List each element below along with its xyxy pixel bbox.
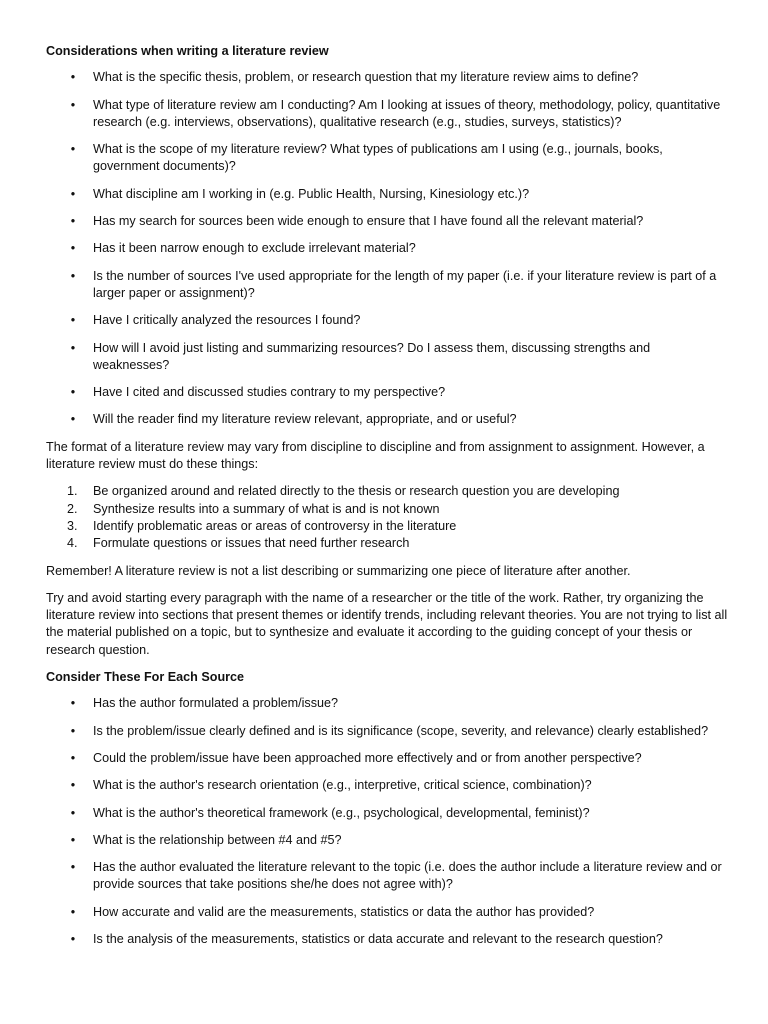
item-number: 1. <box>67 484 78 499</box>
list-item <box>46 832 728 849</box>
bullet-icon: • <box>70 186 76 201</box>
list-item <box>46 904 728 921</box>
bullet-icon: • <box>70 904 76 919</box>
bullet-icon: • <box>70 241 76 256</box>
list-item <box>46 695 728 712</box>
list-item <box>46 805 728 822</box>
list-item <box>46 411 728 428</box>
list-item-text: Could the problem/issue have been approached more effectively and or from another perspective? <box>93 750 642 765</box>
list-item-text: How will I avoid just listing and summarizing resources? Do I assess them, discussing strengths and weaknesses? <box>93 340 651 372</box>
bullet-icon: • <box>70 750 76 765</box>
paragraph-remember: Remember! A literature review is not a list describing or summarizing one piece of literature after another. <box>46 563 631 578</box>
list-item <box>46 723 728 740</box>
bullet-icon: • <box>70 142 76 157</box>
numbered-item-text: Formulate questions or issues that need further research <box>93 536 410 551</box>
numbered-item-text: Identify problematic areas or areas of controversy in the literature <box>93 518 457 533</box>
list-item <box>46 777 728 794</box>
bullet-icon: • <box>70 778 76 793</box>
list-item <box>46 931 728 948</box>
bullet-icon: • <box>70 340 76 355</box>
numbered-item-text: Be organized around and related directly to the thesis or research question you are developing <box>93 484 620 499</box>
bullet-icon: • <box>70 931 76 946</box>
list-item-text: Has it been narrow enough to exclude irrelevant material? <box>93 241 416 256</box>
item-number: 2. <box>67 501 78 516</box>
list-item <box>46 268 728 303</box>
list-item <box>46 859 728 894</box>
considerations-list <box>46 69 728 428</box>
list-item-text: Has the author formulated a problem/issue? <box>93 696 339 711</box>
bullet-icon: • <box>70 268 76 283</box>
section-heading-considerations: Considerations when writing a literature review <box>46 44 329 58</box>
list-item <box>46 213 728 230</box>
list-item-text: Will the reader find my literature review relevant, appropriate, and or useful? <box>93 412 517 427</box>
list-item <box>46 312 728 329</box>
list-item-text: What is the relationship between #4 and #5? <box>93 832 342 847</box>
list-item <box>46 141 728 176</box>
list-item <box>46 240 728 257</box>
list-item-text: How accurate and valid are the measurements, statistics or data the author has provided? <box>93 904 595 919</box>
list-item <box>46 384 728 401</box>
list-item <box>46 186 728 203</box>
list-item-text: Have I critically analyzed the resources I found? <box>93 313 361 328</box>
item-number: 4. <box>67 536 78 551</box>
bullet-icon: • <box>70 860 76 875</box>
bullet-icon: • <box>70 70 76 85</box>
paragraph-try: Try and avoid starting every paragraph with the name of a researcher or the title of the work. Rather, try organizing the literature review into sections that present themes or identify trends, including relevant theories. You are not trying to list all the material published on a topic, but to synthesize and evaluate it according to the guiding concept of your thesis or research question. <box>46 590 728 657</box>
list-item-text: What type of literature review am I conducting? Am I looking at issues of theory, methodology, policy, quantitative research (e.g. interviews, observations), qualitative research (e.g., studies, surveys, statistics)? <box>93 97 721 129</box>
bullet-icon: • <box>70 832 76 847</box>
list-item-text: Have I cited and discussed studies contrary to my perspective? <box>93 385 446 400</box>
list-item-text: Has the author evaluated the literature relevant to the topic (i.e. does the author include a literature review and or provide sources that take positions she/he does not agree with)? <box>93 860 722 892</box>
numbered-item <box>46 501 728 518</box>
list-item <box>46 97 728 132</box>
numbered-item <box>46 535 728 552</box>
list-item-text: What is the author's theoretical framework (e.g., psychological, developmental, feminist)? <box>93 805 590 820</box>
list-item-text: What is the scope of my literature review? What types of publications am I using (e.g., journals, books, government documents)? <box>93 142 663 174</box>
bullet-icon: • <box>70 696 76 711</box>
list-item-text: Is the number of sources I've used appropriate for the length of my paper (i.e. if your literature review is part of a larger paper or assignment)? <box>93 268 717 300</box>
numbered-item-text: Synthesize results into a summary of what is and is not known <box>93 501 440 516</box>
list-item-text: Has my search for sources been wide enough to ensure that I have found all the relevant material? <box>93 214 644 229</box>
numbered-item <box>46 518 728 535</box>
bullet-icon: • <box>70 97 76 112</box>
list-item-text: Is the problem/issue clearly defined and is its significance (scope, severity, and relevance) clearly established? <box>93 723 709 738</box>
item-number: 3. <box>67 518 78 533</box>
requirements-numbered-list <box>46 483 728 552</box>
bullet-icon: • <box>70 723 76 738</box>
list-item-text: Is the analysis of the measurements, statistics or data accurate and relevant to the research question? <box>93 931 663 946</box>
list-item-text: What discipline am I working in (e.g. Public Health, Nursing, Kinesiology etc.)? <box>93 186 530 201</box>
bullet-icon: • <box>70 313 76 328</box>
list-item <box>46 340 728 375</box>
bullet-icon: • <box>70 412 76 427</box>
bullet-icon: • <box>70 214 76 229</box>
list-item-text: What is the author's research orientation (e.g., interpretive, critical science, combination)? <box>93 778 592 793</box>
list-item <box>46 750 728 767</box>
list-item <box>46 69 728 86</box>
list-item-text: What is the specific thesis, problem, or research question that my literature review aims to define? <box>93 70 639 85</box>
source-considerations-list <box>46 695 728 948</box>
paragraph-format: The format of a literature review may vary from discipline to discipline and from assignment to assignment. However, a literature review must do these things: <box>46 439 705 472</box>
section-heading-each-source: Consider These For Each Source <box>46 670 245 685</box>
bullet-icon: • <box>70 805 76 820</box>
bullet-icon: • <box>70 385 76 400</box>
numbered-item <box>46 483 728 500</box>
